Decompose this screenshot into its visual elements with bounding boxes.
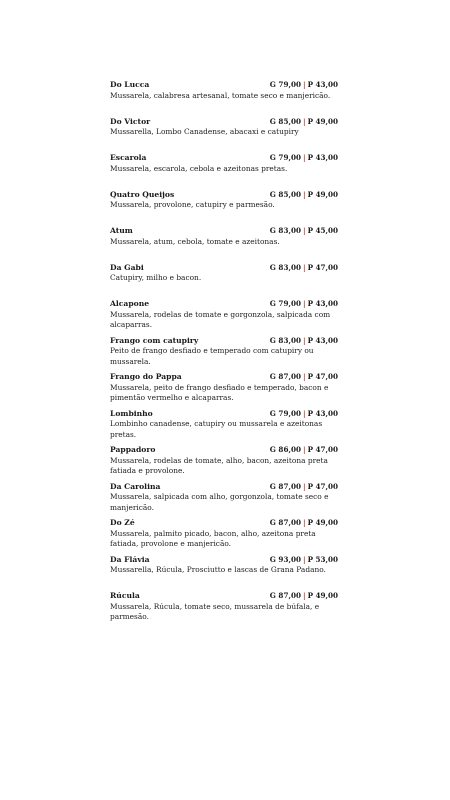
menu-item	[110, 336, 338, 373]
menu-item	[110, 555, 338, 592]
price-separator: |	[302, 189, 306, 199]
menu-item-header	[110, 117, 338, 127]
menu-item-description: Mussarela, atum, cebola, tomate e azeitonas.	[110, 236, 280, 246]
menu-item	[110, 482, 338, 519]
menu-item-description: Mussarela, escarola, cebola e azeitonas pretas.	[110, 163, 288, 173]
menu-item-description: Catupiry, milho e bacon.	[110, 273, 202, 282]
menu-item-prices	[270, 117, 338, 127]
menu-item-prices	[270, 591, 338, 601]
price-separator: |	[302, 262, 306, 272]
menu-item-prices	[270, 153, 338, 163]
menu-item-header	[110, 299, 338, 309]
menu-item-description: Mussarela, rodelas de tomate e gorgonzola, salpicada com alcaparras.	[110, 309, 331, 330]
menu-item-description: Peito de frango desfiado e temperado com catupiry ou mussarela.	[110, 346, 314, 366]
price-large: G 93,00	[269, 554, 301, 564]
menu-item-prices	[270, 190, 338, 200]
menu-item-prices	[270, 263, 338, 273]
menu-item-name: Lombinho	[110, 408, 153, 418]
price-large: G 83,00	[269, 226, 301, 235]
menu-item-name: Quatro Queijos	[110, 189, 175, 199]
menu-item-header	[110, 409, 338, 419]
price-separator: |	[302, 299, 306, 308]
menu-item-description: Mussarella, Lombo Canadense, abacaxi e catupiry	[110, 127, 299, 136]
price-large: G 79,00	[269, 153, 301, 162]
menu-item	[110, 518, 338, 555]
menu-item-header	[110, 153, 338, 163]
price-separator: |	[302, 554, 306, 564]
price-small: P 47,00	[307, 372, 338, 381]
menu-item	[110, 153, 338, 190]
price-separator: |	[302, 481, 306, 491]
menu-item-header	[110, 591, 338, 601]
price-separator: |	[302, 372, 306, 381]
menu-item-prices	[270, 482, 338, 492]
price-small: P 49,00	[307, 189, 338, 199]
menu-item	[110, 372, 338, 409]
menu-item-name: Do Victor	[110, 116, 151, 126]
menu-item-name: Pappadoro	[110, 445, 156, 454]
menu-item-header	[110, 190, 338, 200]
menu-item-name: Frango do Pappa	[110, 372, 182, 381]
pizza-menu-list	[110, 80, 338, 628]
price-separator: |	[302, 518, 306, 527]
menu-item-name: Rúcula	[110, 591, 140, 600]
menu-item	[110, 80, 338, 117]
menu-item-prices	[270, 226, 338, 236]
price-small: P 49,00	[307, 591, 338, 600]
price-large: G 83,00	[269, 335, 301, 345]
price-small: P 47,00	[307, 262, 338, 272]
price-small: P 49,00	[307, 116, 338, 126]
menu-item-name: Alcapone	[110, 299, 150, 308]
menu-item	[110, 190, 338, 227]
price-separator: |	[302, 226, 306, 235]
price-separator: |	[302, 335, 306, 345]
menu-item-description: Mussarela, Rúcula, tomate seco, mussarela de búfala, e parmesão.	[110, 601, 320, 622]
menu-item-prices	[270, 372, 338, 382]
menu-item-prices	[270, 445, 338, 455]
menu-item-description: Mussarela, rodelas de tomate, alho, bacon, azeitona preta fatiada e provolone.	[110, 455, 328, 476]
price-large: G 87,00	[269, 481, 301, 491]
price-large: G 79,00	[269, 80, 301, 89]
menu-item-header	[110, 518, 338, 528]
menu-item-prices	[270, 299, 338, 309]
price-large: G 85,00	[269, 116, 301, 126]
menu-item-description: Mussarela, provolone, catupiry e parmesão.	[110, 200, 275, 209]
price-separator: |	[302, 80, 306, 89]
menu-item-name: Da Carolina	[110, 481, 161, 491]
menu-item-prices	[270, 80, 338, 90]
menu-item-header	[110, 226, 338, 236]
menu-item-name: Do Zé	[110, 518, 135, 527]
menu-item-name: Frango com catupiry	[110, 335, 199, 345]
price-small: P 47,00	[307, 445, 338, 454]
menu-item-name: Atum	[110, 226, 133, 235]
menu-item-header	[110, 263, 338, 273]
menu-item-header	[110, 80, 338, 90]
price-large: G 79,00	[269, 299, 301, 308]
menu-item	[110, 299, 338, 336]
menu-item-prices	[270, 409, 338, 419]
price-large: G 79,00	[269, 408, 301, 418]
price-small: P 43,00	[307, 299, 338, 308]
menu-item-prices	[270, 336, 338, 346]
price-small: P 43,00	[307, 80, 338, 89]
price-separator: |	[302, 153, 306, 162]
price-small: P 45,00	[307, 226, 338, 235]
menu-item-description: Lombinho canadense, catupiry ou mussarela e azeitonas pretas.	[110, 419, 323, 439]
price-separator: |	[302, 408, 306, 418]
price-large: G 87,00	[269, 518, 301, 527]
price-small: P 53,00	[307, 554, 338, 564]
menu-item-description: Mussarela, salpicada com alho, gorgonzola, tomate seco e manjericão.	[110, 492, 329, 512]
menu-item-name: Escarola	[110, 153, 147, 162]
price-large: G 86,00	[269, 445, 301, 454]
price-small: P 43,00	[307, 153, 338, 162]
menu-item-description: Mussarela, calabresa artesanal, tomate seco e manjericão.	[110, 90, 331, 100]
price-large: G 85,00	[269, 189, 301, 199]
menu-item	[110, 409, 338, 446]
price-separator: |	[302, 591, 306, 600]
menu-item-header	[110, 372, 338, 382]
menu-item-name: Da Flávia	[110, 554, 150, 564]
menu-item	[110, 591, 338, 628]
menu-item-header	[110, 555, 338, 565]
price-large: G 87,00	[269, 591, 301, 600]
menu-item-header	[110, 445, 338, 455]
menu-item	[110, 226, 338, 263]
menu-item-name: Do Lucca	[110, 80, 150, 89]
menu-item-header	[110, 482, 338, 492]
price-large: G 87,00	[269, 372, 301, 381]
price-separator: |	[302, 445, 306, 454]
menu-item-description: Mussarela, peito de frango desfiado e temperado, bacon e pimentão vermelho e alcaparras.	[110, 382, 329, 403]
price-separator: |	[302, 116, 306, 126]
price-small: P 49,00	[307, 518, 338, 527]
price-small: P 47,00	[307, 481, 338, 491]
menu-item	[110, 263, 338, 300]
price-small: P 43,00	[307, 335, 338, 345]
menu-item	[110, 445, 338, 482]
menu-item-name: Da Gabi	[110, 262, 144, 272]
menu-item-header	[110, 336, 338, 346]
price-large: G 83,00	[269, 262, 301, 272]
menu-item-prices	[270, 555, 338, 565]
menu-item-description: Mussarela, palmito picado, bacon, alho, azeitona preta fatiada, provolone e manjericão.	[110, 528, 316, 549]
menu-item-description: Mussarella, Rúcula, Prosciutto e lascas de Grana Padano.	[110, 565, 326, 574]
price-small: P 43,00	[307, 408, 338, 418]
menu-item-prices	[270, 518, 338, 528]
menu-item	[110, 117, 338, 154]
